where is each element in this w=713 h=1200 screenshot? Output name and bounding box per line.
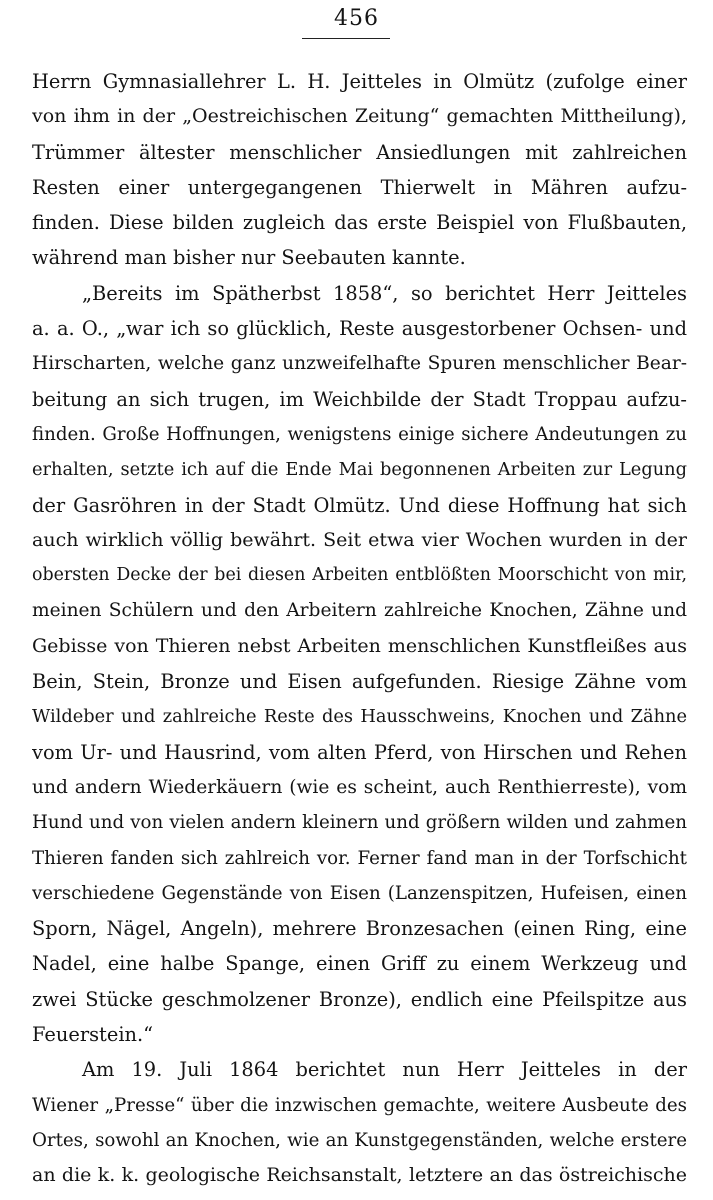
body-text bbox=[32, 64, 687, 1194]
text-line: und andern Wiederkäuern (wie es scheint, auch Renthierreste), vom bbox=[32, 776, 687, 798]
text-line: erhalten, setzte ich auf die Ende Mai begonnenen Arbeiten zur Legung bbox=[32, 459, 687, 481]
text-line: a. a. O., „war ich so glücklich, Reste ausgestorbener Ochsen- und bbox=[32, 317, 687, 341]
page-number: 456 bbox=[334, 6, 379, 31]
text-line: Thieren fanden sich zahlreich vor. Ferner fand man in der Torfschicht bbox=[32, 847, 687, 869]
text-line: Wiener „Presse“ über die inzwischen gemachte, weitere Ausbeute des bbox=[32, 1094, 687, 1116]
text-line: Hirscharten, welche ganz unzweifelhafte Spuren menschlicher Bear- bbox=[32, 353, 687, 375]
text-line: Am 19. Juli 1864 berichtet nun Herr Jeitteles in der bbox=[82, 1058, 687, 1082]
text-line: Sporn, Nägel, Angeln), mehrere Bronzesachen (einen Ring, eine bbox=[32, 917, 687, 941]
text-line: während man bisher nur Seebauten kannte. bbox=[32, 246, 466, 270]
header-rule bbox=[302, 38, 390, 39]
text-line: Nadel, eine halbe Spange, einen Griff zu einem Werkzeug und bbox=[32, 952, 687, 976]
text-line: Trümmer ältester menschlicher Ansiedlungen mit zahlreichen bbox=[32, 140, 687, 164]
text-line: auch wirklich völlig bewährt. Seit etwa vier Wochen wurden in der bbox=[32, 528, 687, 551]
text-line: Resten einer untergegangenen Thierwelt in Mähren aufzu- bbox=[32, 175, 687, 199]
text-line: Feuerstein.“ bbox=[32, 1023, 154, 1047]
text-line: vom Ur- und Hausrind, vom alten Pferd, von Hirschen und Rehen bbox=[32, 740, 687, 764]
text-line: Hund und von vielen andern kleinern und größern wilden und zahmen bbox=[32, 812, 687, 834]
text-line: finden. Große Hoffnungen, wenigstens einige sichere Andeutungen zu bbox=[32, 423, 687, 445]
text-line: verschiedene Gegenstände von Eisen (Lanzenspitzen, Hufeisen, einen bbox=[32, 882, 687, 904]
text-line: Bein, Stein, Bronze und Eisen aufgefunden. Riesige Zähne vom bbox=[32, 670, 687, 694]
text-line: meinen Schülern und den Arbeitern zahlreiche Knochen, Zähne und bbox=[32, 600, 687, 622]
text-line: Wildeber und zahlreiche Reste des Hausschweins, Knochen und Zähne bbox=[32, 706, 687, 728]
text-line: obersten Decke der bei diesen Arbeiten entblößten Moorschicht von mir, bbox=[32, 565, 687, 586]
text-line: zwei Stücke geschmolzener Bronze), endlich eine Pfeilspitze aus bbox=[32, 987, 687, 1011]
text-line: von ihm in der „Oestreichischen Zeitung“ gemachten Mittheilung), bbox=[32, 105, 687, 128]
text-line: Ortes, sowohl an Knochen, wie an Kunstgegenständen, welche erstere bbox=[32, 1129, 687, 1151]
text-line: Gebisse von Thieren nebst Arbeiten menschlichen Kunstfleißes aus bbox=[32, 634, 687, 657]
text-line: Herrn Gymnasiallehrer L. H. Jeitteles in Olmütz (zufolge einer bbox=[32, 70, 687, 93]
text-line: an die k. k. geologische Reichsanstalt, letztere an das östreichische bbox=[32, 1164, 687, 1187]
text-line: finden. Diese bilden zugleich das erste Beispiel von Flußbauten, bbox=[32, 211, 687, 235]
text-line: „Bereits im Spätherbst 1858“, so berichtet Herr Jeitteles bbox=[82, 281, 687, 305]
text-line: beitung an sich trugen, im Weichbilde der Stadt Troppau aufzu- bbox=[32, 387, 687, 411]
text-line: der Gasröhren in der Stadt Olmütz. Und diese Hoffnung hat sich bbox=[32, 493, 687, 517]
